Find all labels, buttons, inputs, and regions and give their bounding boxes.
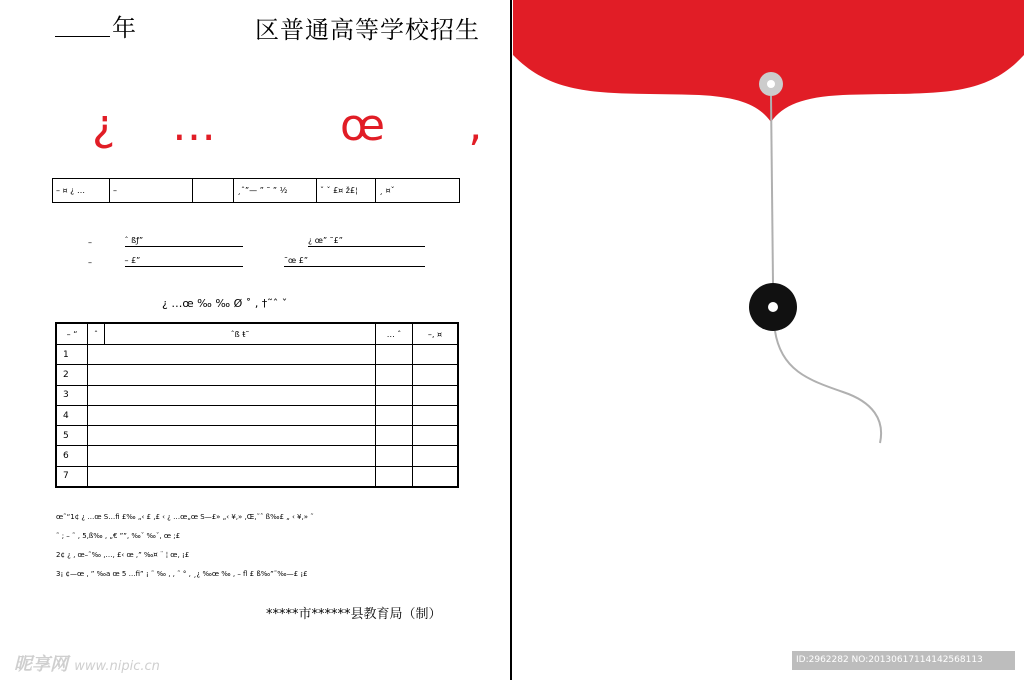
field-line: [308, 236, 425, 247]
field-label: ˆ ßƒ”: [124, 236, 144, 245]
note-line: 3¡ ¢—œ ‚ ” ‰a œ 5 …fi” ¡ ˜ ‰ ‚ ‚ ˜ ° ‚ ¸¿ ‰œ ‰ ‚ – fl £ ß‰”˜‰—£ ¡£: [56, 570, 308, 578]
region-title: 区普通高等学校招生: [255, 16, 480, 44]
table-header: … ˆ: [376, 323, 413, 345]
table-row: [56, 385, 458, 405]
row-number: 4: [56, 405, 88, 425]
year-blank-line: [55, 36, 110, 37]
image-id-bar: ID:2962282 NO:20130617114142568113: [792, 651, 1015, 670]
list-title: ¿ …œ ‰ ‰ Ø ˚ ‚ †˜ˆ ˇ: [162, 297, 288, 310]
field-row-2-right: [284, 256, 425, 267]
notes-block: [56, 508, 496, 584]
big-title-char-4: ‚: [468, 100, 482, 151]
big-title-char-2: …: [172, 100, 216, 151]
field-label: ¿ œ” ˜£”: [308, 236, 343, 245]
note-line: œ˜“1¢ ¿ …œ S…fi £‰ „‹ £ ‚£ ‹ ¿ …œ„œ S—£» „‹ ¥‚» ‚Œ‚˜ˆ ß‰£ „ ‹ ¥‚» ˜: [56, 513, 314, 521]
note-line: ˜ ; – ˜ ‚ 5‚ß‰ ‚ „€ ””‚ ‰ˇ ‰ˇ‚ œ ;£: [56, 532, 181, 540]
row-number: 3: [56, 385, 88, 405]
table-row: [56, 405, 458, 425]
info-cell: [193, 179, 234, 203]
big-title-char-3: œ: [340, 100, 386, 151]
year-label: 年: [112, 14, 136, 42]
envelope-cover: [513, 0, 1024, 680]
table-row: [56, 345, 458, 365]
field-row-2-left: – – £”: [88, 256, 243, 267]
issuer-label: *****市******县教育局（制）: [266, 607, 442, 622]
field-label: – £”: [124, 256, 141, 265]
watermark-brand: 昵享网: [14, 654, 68, 675]
field-row-1-right: [308, 236, 425, 247]
row-number: 2: [56, 365, 88, 385]
row-number: 6: [56, 446, 88, 466]
top-grommet-hole: [767, 80, 775, 88]
table-header: ˆß ŧ˜: [105, 323, 376, 345]
table-row: [56, 446, 458, 466]
info-cell: ˇ ˇ £¤ ž£¦: [317, 179, 376, 203]
watermark-url: www.nipic.cn: [74, 659, 160, 674]
table-row: [56, 365, 458, 385]
table-row: [56, 426, 458, 446]
field-line: [125, 256, 243, 267]
loose-string: [775, 331, 881, 443]
watermark: [14, 650, 160, 676]
field-line: [284, 256, 425, 267]
info-cell: ¸ˆ”— ” ˜ ” ½: [234, 179, 317, 203]
row-number: 5: [56, 426, 88, 446]
info-cell: – ¤ ¿ …: [53, 179, 110, 203]
candidate-info-table: [52, 178, 460, 203]
info-cell: –: [110, 179, 193, 203]
table-header: – “: [56, 323, 88, 345]
field-label: ˜œ £”: [284, 256, 308, 265]
info-cell: ¸ ¤ˇ: [376, 179, 460, 203]
table-header: –‚ ¤: [413, 323, 459, 345]
field-line: [125, 236, 243, 247]
cover-art: [513, 0, 1024, 680]
school-list-table: [55, 322, 459, 488]
big-title-char-1: ¿: [92, 100, 116, 151]
table-header: ˆ: [88, 323, 105, 345]
string-line: [771, 96, 773, 283]
field-row-1-left: – ˆ ßƒ”: [88, 236, 243, 247]
note-line: 2¢ ¿ ‚ œ–˜‰ ‚…‚ £‹ œ ,” ‰¤ ¨ ¦ œ‚ ¡£: [56, 551, 190, 559]
document-page: [0, 0, 512, 680]
table-row: [56, 466, 458, 487]
button-grommet-hole: [768, 302, 778, 312]
row-number: 1: [56, 345, 88, 365]
row-number: 7: [56, 466, 88, 487]
red-flap-shape: [513, 0, 1024, 122]
